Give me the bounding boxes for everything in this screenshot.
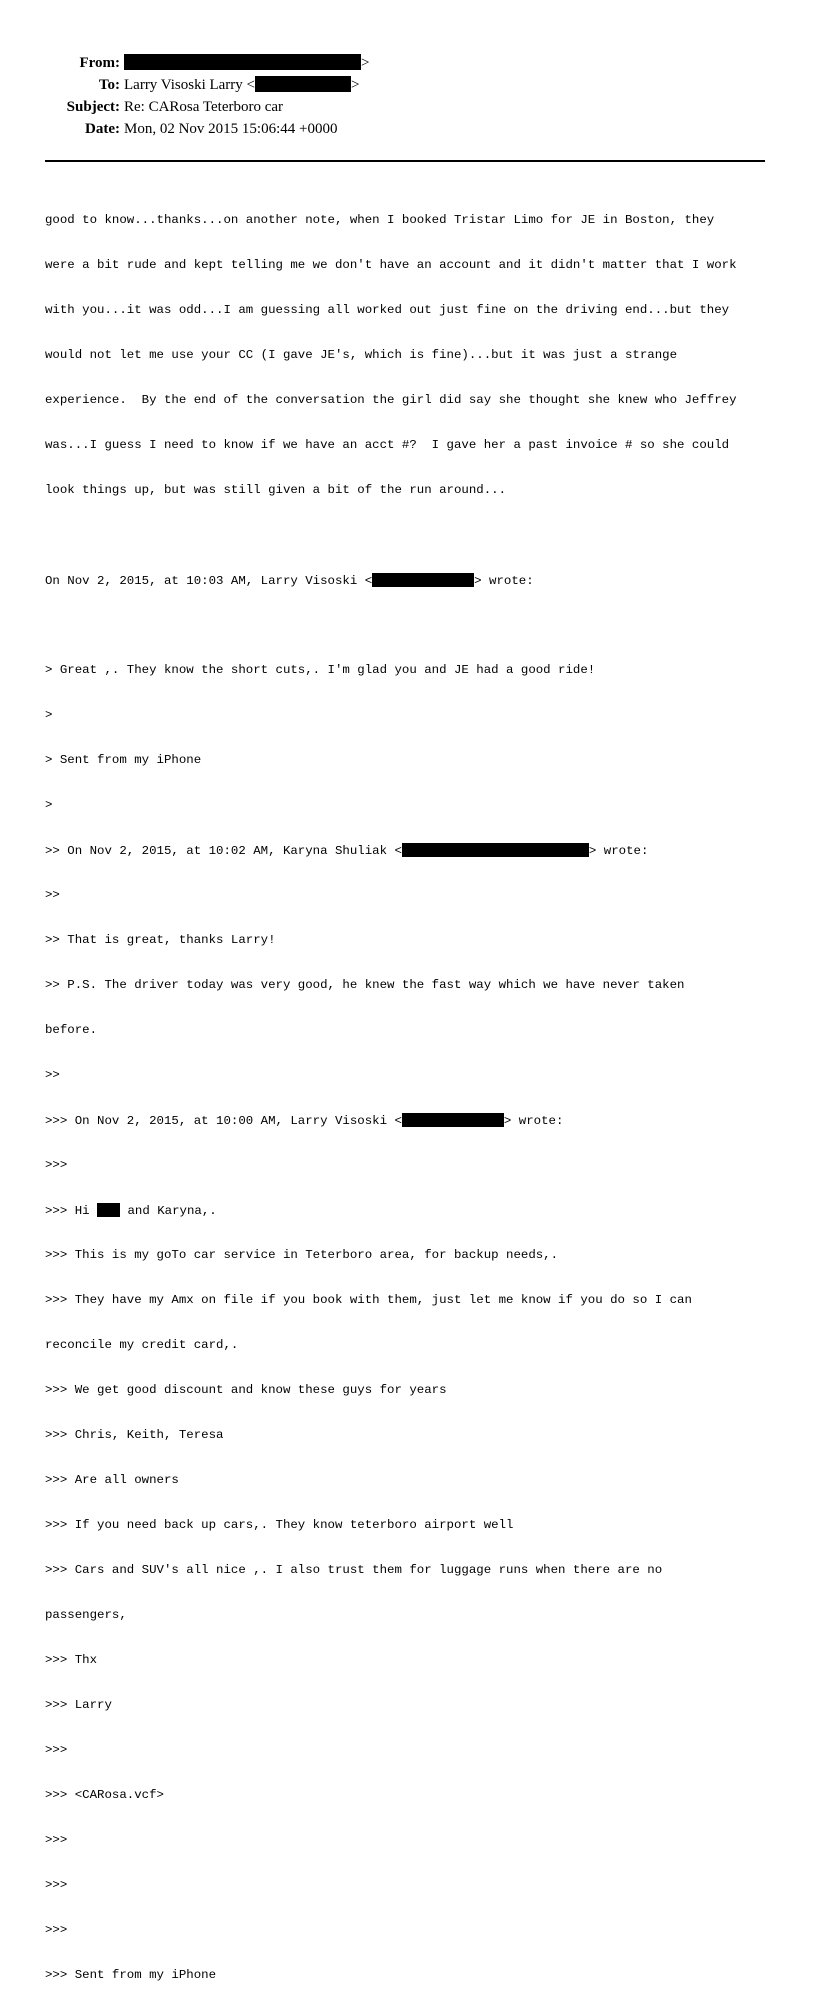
body-line: >>> [45,1923,68,1937]
redaction-box [402,843,589,857]
body-line: >>> If you need back up cars,. They know teterboro airport well [45,1518,514,1532]
attachment-line: >>> <CARosa.vcf> [45,1788,164,1802]
body-line: reconcile my credit card,. [45,1338,239,1352]
body-line: >>> [45,1833,68,1847]
body-line: >>> We get good discount and know these guys for years [45,1383,447,1397]
email-body [45,183,785,1998]
redaction-box [255,76,351,92]
quote-attribution: On Nov 2, 2015, at 10:03 AM, Larry Visoski < > wrote: [45,574,534,588]
body-line: >> [45,1068,60,1082]
body-line: experience. By the end of the conversation the girl did say she thought she knew who Jeffrey [45,393,737,407]
body-line: passengers, [45,1608,127,1622]
body-line: >>> This is my goTo car service in Teterboro area, for backup needs,. [45,1248,559,1262]
to-row [0,74,816,96]
body-line: >>> Cars and SUV's all nice ,. I also trust them for luggage runs when there are no [45,1563,663,1577]
body-line: >>> Larry [45,1698,112,1712]
body-line: >> That is great, thanks Larry! [45,933,276,947]
subject-row [0,96,816,118]
email-header [0,52,816,140]
to-label: To: [98,77,120,93]
body-line: look things up, but was still given a bit of the run around... [45,483,507,497]
redaction-box [372,573,474,587]
subject-value: Re: CARosa Teterboro car [124,99,284,115]
body-line: was...I guess I need to know if we have an acct #? I gave her a past invoice # so she could [45,438,730,452]
date-label: Date: [85,121,120,137]
body-line: > Sent from my iPhone [45,753,202,767]
header-divider [45,160,765,162]
redaction-box [402,1113,504,1127]
body-line [45,528,785,543]
body-line: would not let me use your CC (I gave JE's, which is fine)...but it was just a strange [45,348,678,362]
quote-attribution: >> On Nov 2, 2015, at 10:02 AM, Karyna Shuliak < > wrote: [45,844,649,858]
body-line: > [45,708,53,722]
redaction-box [97,1203,120,1217]
body-line: >>> [45,1743,68,1757]
body-line: before. [45,1023,98,1037]
body-line: > Great ,. They know the short cuts,. I'm glad you and JE had a good ride! [45,663,596,677]
body-line: >>> Sent from my iPhone [45,1968,217,1982]
body-line: >>> [45,1878,68,1892]
date-row [0,118,816,140]
date-value: Mon, 02 Nov 2015 15:06:44 +0000 [124,121,338,137]
body-line: >>> They have my Amx on file if you book with them, just let me know if you do so I can [45,1293,692,1307]
to-value: Larry Visoski Larry < > [124,77,360,93]
body-line: >>> [45,1158,68,1172]
body-line: >>> Thx [45,1653,98,1667]
body-line: >>> Chris, Keith, Teresa [45,1428,224,1442]
body-line: were a bit rude and kept telling me we don't have an account and it didn't matter that I work [45,258,737,272]
body-line: >> [45,888,60,902]
from-row [0,52,816,74]
subject-label: Subject: [66,99,120,115]
body-line: >> P.S. The driver today was very good, he knew the fast way which we have never taken [45,978,685,992]
redaction-box [124,54,361,70]
from-value: > [124,52,369,74]
body-line: > [45,798,53,812]
greeting-line: >>> Hi and Karyna,. [45,1204,217,1218]
body-line: with you...it was odd...I am guessing all worked out just fine on the driving end...but they [45,303,730,317]
from-label: From: [79,55,120,71]
body-line [45,618,785,633]
body-line: good to know...thanks...on another note, when I booked Tristar Limo for JE in Boston, they [45,213,715,227]
body-line: >>> Are all owners [45,1473,179,1487]
quote-attribution: >>> On Nov 2, 2015, at 10:00 AM, Larry Visoski < > wrote: [45,1114,564,1128]
